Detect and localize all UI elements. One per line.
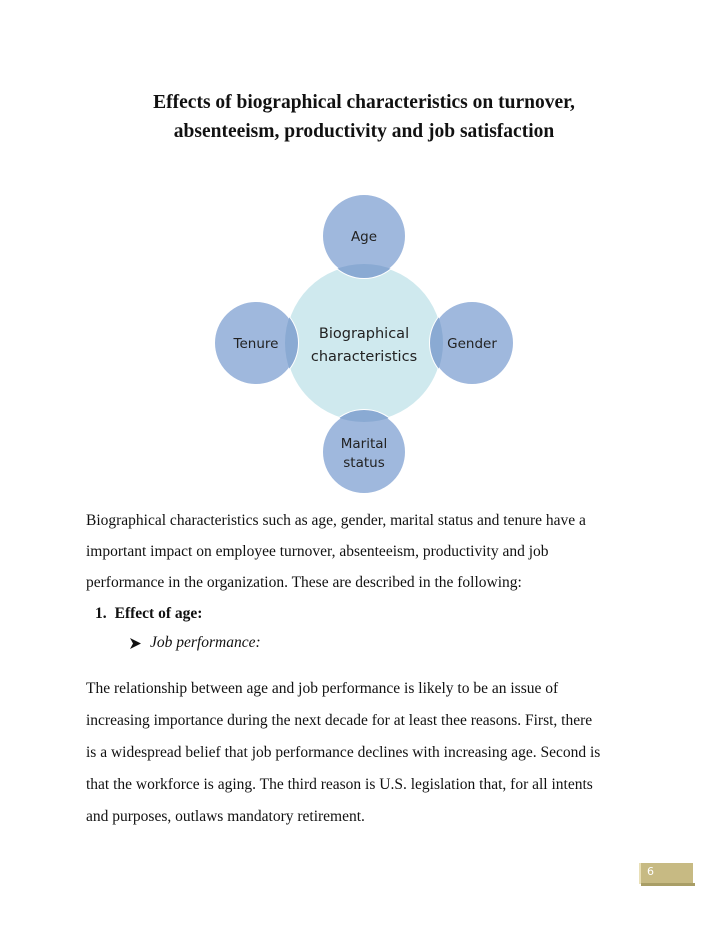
body-paragraph [86,673,661,833]
body-line-1: The relationship between age and job performance is likely to be an issue of [86,680,559,697]
subsection-heading [129,634,261,652]
page-number-badge [639,863,693,885]
body-line-2: increasing importance during the next decade for at least thee reasons. First, there [86,712,593,729]
intro-paragraph [86,505,646,598]
node-age-label: Age [350,229,378,245]
arrow-bullet-icon [129,637,142,650]
body-line-3: is a widespread belief that job performance declines with increasing age. Second is [86,744,601,761]
intro-line-1: Biographical characteristics such as age, gender, marital status and tenure have a [86,512,586,529]
section-title: Effect of age: [114,605,203,622]
title-line-2: absenteeism, productivity and job satisfaction [173,121,555,142]
body-line-4: that the workforce is aging. The third reason is U.S. legislation that, for all intents [86,776,593,793]
center-label-line-2: characteristics [310,349,418,365]
section-heading [95,605,202,623]
node-gender-label: Gender [447,336,497,352]
center-label-line-1: Biographical [318,326,410,342]
page-number: 6 [647,865,654,878]
node-marital-label-line-1: Marital [340,436,388,452]
node-tenure-label: Tenure [233,336,279,352]
subsection-title: Job performance: [150,634,261,651]
title-line-1: Effects of biographical characteristics on turnover, [153,92,575,113]
intro-line-3: performance in the organization. These are described in the following: [86,574,522,591]
body-line-5: and purposes, outlaws mandatory retirement. [86,808,365,825]
node-marital-label-line-2: status [343,455,385,471]
intro-line-2: important impact on employee turnover, absenteeism, productivity and job [86,543,549,560]
center-circle [285,264,443,422]
node-marital-status [322,410,406,494]
section-number: 1. [95,605,107,622]
